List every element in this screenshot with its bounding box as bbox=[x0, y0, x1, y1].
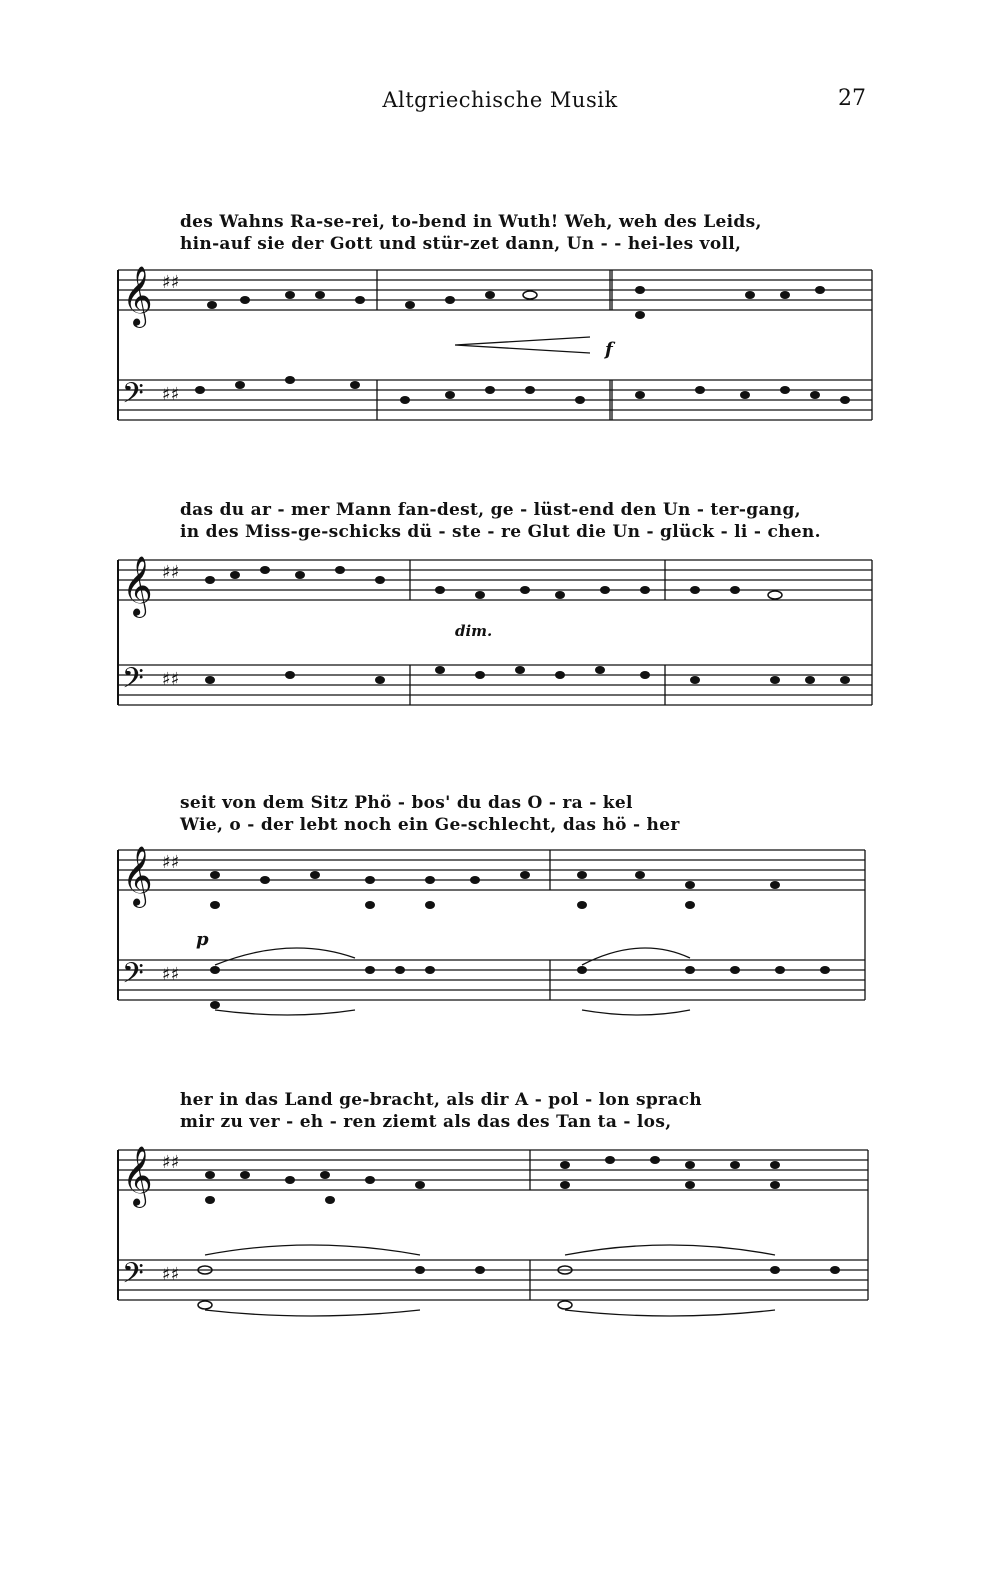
dynamic-marking: f bbox=[605, 339, 613, 360]
svg-text:𝄢: 𝄢 bbox=[122, 1257, 144, 1297]
system-4-score bbox=[0, 1130, 1000, 1320]
dynamic-marking: p bbox=[196, 929, 209, 950]
key-signature-icon: ♯♯ bbox=[162, 272, 180, 293]
dynamic-marking: dim. bbox=[455, 622, 493, 640]
system-1-lyric-verse-2: hin-auf sie der Gott und stür-zet dann, Un - - hei-les voll, bbox=[180, 234, 742, 254]
system-1-score bbox=[0, 250, 1000, 450]
system-2-score bbox=[0, 540, 1000, 730]
system-3-score bbox=[0, 830, 1000, 1020]
system-2-lyric-verse-1: das du ar - mer Mann fan-dest, ge - lüst-end den Un - ter-gang, bbox=[180, 500, 801, 520]
system-3-lyric-verse-2: Wie, o - der lebt noch ein Ge-schlecht, das hö - her bbox=[180, 815, 680, 835]
bass-clef-icon: 𝄢 bbox=[122, 377, 144, 417]
system-4-lyric-verse-2: mir zu ver - eh - ren ziemt als das des Tan ta - los, bbox=[180, 1112, 672, 1132]
svg-text:𝄞: 𝄞 bbox=[122, 1146, 153, 1206]
system-1-lyric-verse-1: des Wahns Ra-se-rei, to-bend in Wuth! Weh, weh des Leids, bbox=[180, 212, 762, 232]
svg-text:♯♯: ♯♯ bbox=[162, 964, 180, 985]
svg-text:♯♯: ♯♯ bbox=[162, 1264, 180, 1285]
svg-text:♯♯: ♯♯ bbox=[162, 852, 180, 873]
system-4-lyric-verse-1: her in das Land ge-bracht, als dir A - pol - lon sprach bbox=[180, 1090, 702, 1110]
system-3-lyric-verse-1: seit von dem Sitz Phö - bos' du das O - ra - kel bbox=[180, 793, 633, 813]
svg-text:♯♯: ♯♯ bbox=[162, 562, 180, 583]
system-2-lyric-verse-2: in des Miss-ge-schicks dü - ste - re Glut die Un - glück - li - chen. bbox=[180, 522, 821, 542]
treble-clef-icon: 𝄞 bbox=[122, 266, 153, 326]
svg-text:♯♯: ♯♯ bbox=[162, 1152, 180, 1173]
svg-text:𝄞: 𝄞 bbox=[122, 556, 153, 616]
page-number: 27 bbox=[838, 86, 866, 111]
svg-text:𝄢: 𝄢 bbox=[122, 957, 144, 997]
svg-text:♯♯: ♯♯ bbox=[162, 669, 180, 690]
svg-text:𝄢: 𝄢 bbox=[122, 662, 144, 702]
svg-text:♯♯: ♯♯ bbox=[162, 384, 180, 405]
page-header-title: Altgriechische Musik bbox=[382, 88, 618, 112]
svg-text:𝄞: 𝄞 bbox=[122, 846, 153, 906]
